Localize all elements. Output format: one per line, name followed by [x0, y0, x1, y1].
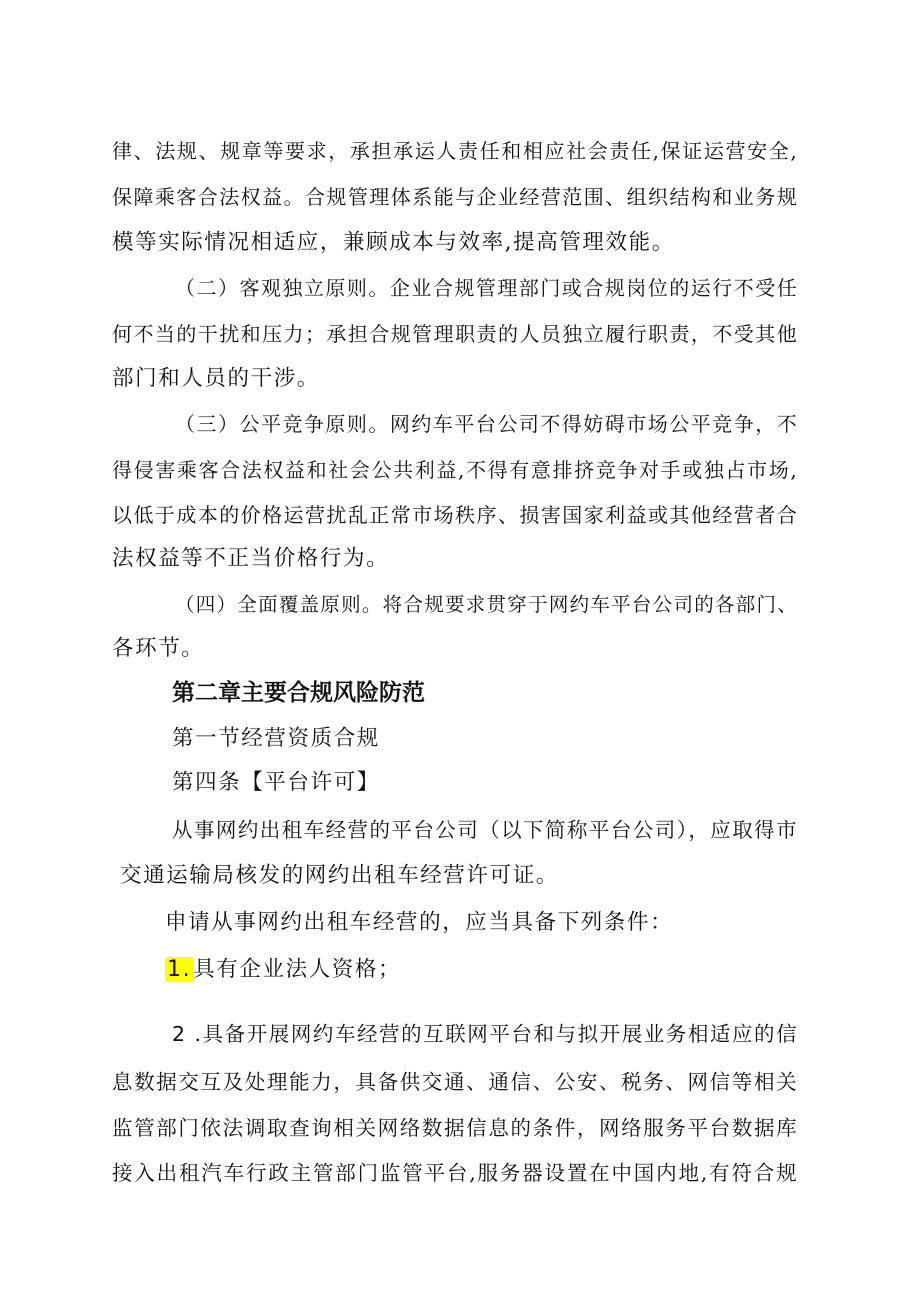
article-title: 第四条【平台许可】 [172, 770, 380, 795]
list-item-2-line1 [172, 1019, 798, 1049]
list-item-1-text: 具有企业法人资格； [193, 957, 402, 982]
list-item-2-line3: 监管部门依法调取查询相关网络数据信息的条件，网络服务平台数据库 [112, 1116, 798, 1140]
para3-line4: 法权益等不正当价格行为。 [112, 546, 390, 571]
para1-line3: 模等实际情况相适应，兼顾成本与效率,提高管理效能。 [112, 230, 675, 255]
list-item-2-line2: 息数据交互及处理能力，具备供交通、通信、公安、税务、网信等相关 [112, 1070, 798, 1094]
para1-line2: 保障乘客合法权益。合规管理体系能与企业经营范围、组织结构和业务规 [112, 185, 798, 209]
para2-line3: 部门和人员的干涉。 [112, 366, 320, 391]
list-item-1-number: 1. [167, 957, 192, 982]
para3-line3: 以低于成本的价格运营扰乱正常市场秩序、损害国家利益或其他经营者合 [112, 503, 798, 527]
para4-line1: （四）全面覆盖原则。将合规要求贯穿于网约车平台公司的各部门、 [175, 593, 798, 616]
para1-line1: 律、法规、规章等要求，承担承运人责任和相应社会责任,保证运营安全, [112, 139, 798, 163]
para2-line1: （二）客观独立原则。企业合规管理部门或合规岗位的运行不受任 [175, 276, 798, 300]
para5-line2: 交通运输局核发的网约出租车经营许可证。 [120, 863, 559, 888]
list-item-1 [165, 955, 851, 985]
chapter-title: 第二章主要合规风险防范 [172, 680, 425, 706]
list-item-2-line4: 接入出租汽车行政主管部门监管平台,服务器设置在中国内地,有符合规 [112, 1161, 798, 1185]
section-title: 第一节经营资质合规 [172, 726, 380, 751]
para6-line: 申请从事网约出租车经营的，应当具备下列条件： [165, 910, 674, 935]
para5-line1: 从事网约出租车经营的平台公司（以下简称平台公司），应取得市 [172, 818, 798, 842]
para3-line1: （三）公平竞争原则。网约车平台公司不得妨碍市场公平竞争，不 [175, 412, 798, 436]
list-item-2-text: .具备开展网约车经营的互联网平台和与拟开展业务相适应的信 [186, 1022, 798, 1046]
para4-line2: 各环节。 [112, 636, 205, 661]
list-item-2-number: 2 [172, 1022, 187, 1046]
para3-line2: 得侵害乘客合法权益和社会公共利益,不得有意排挤竞争对手或独占市场, [112, 458, 798, 482]
para2-line2: 何不当的干扰和压力；承担合规管理职责的人员独立履行职责，不受其他 [112, 322, 798, 346]
